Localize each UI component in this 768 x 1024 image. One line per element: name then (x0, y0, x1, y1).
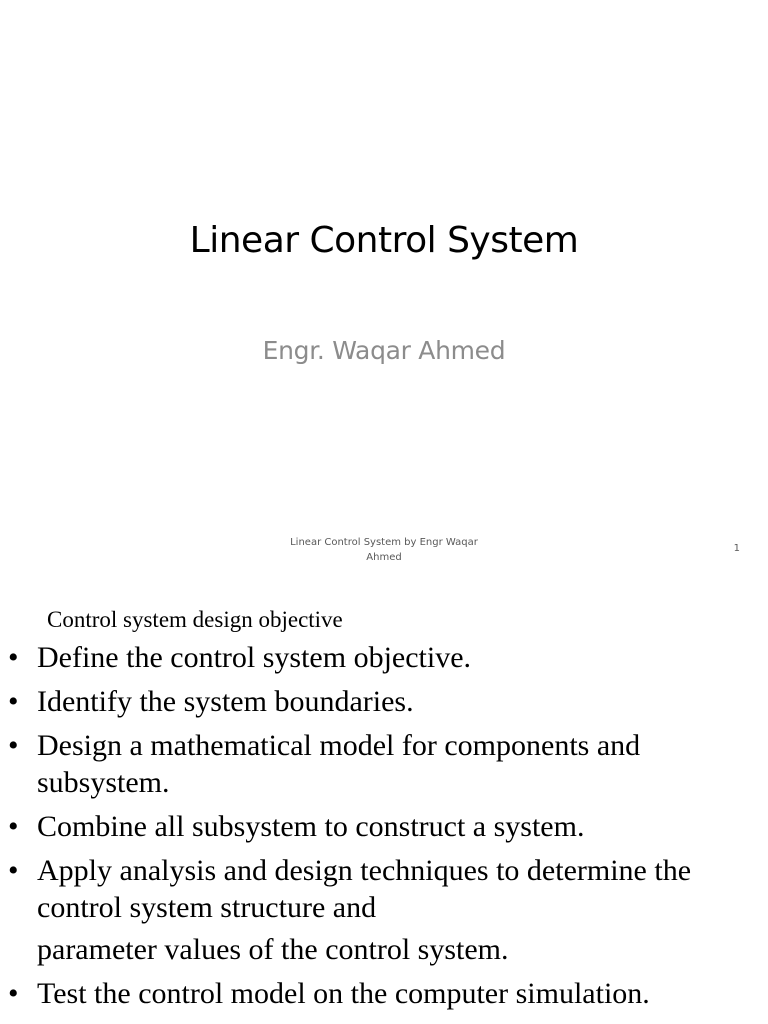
bullet-icon: • (8, 729, 19, 762)
list-item (0, 975, 768, 1012)
bullet-list (0, 639, 768, 1019)
list-item (0, 727, 768, 801)
bullet-icon: • (8, 685, 19, 718)
list-item-continuation (0, 931, 768, 968)
slide-footer (270, 535, 498, 565)
list-item-text: Design a mathematical model for components and subsystem. (37, 729, 641, 799)
bullet-icon: • (8, 810, 19, 843)
slide-page-number: 1 (733, 543, 740, 554)
list-item-text: Define the control system objective. (37, 641, 472, 674)
list-item-text: Combine all subsystem to construct a system. (37, 810, 585, 843)
list-item (0, 683, 768, 720)
bullet-icon: • (8, 977, 19, 1010)
slide-subtitle: Engr. Waqar Ahmed (262, 336, 506, 365)
list-item-text: parameter values of the control system. (37, 933, 509, 966)
list-item (0, 852, 768, 926)
bullet-icon: • (8, 854, 19, 887)
slide-heading: Control system design objective (47, 607, 343, 632)
list-item-text: Test the control model on the computer simulation. (37, 977, 650, 1010)
slide-title: Linear Control System (189, 220, 579, 261)
content-slide (0, 576, 768, 1024)
footer-line-2: Ahmed (366, 552, 402, 563)
list-item-text: Identify the system boundaries. (37, 685, 414, 718)
list-item (0, 639, 768, 676)
list-item (0, 808, 768, 845)
bullet-icon: • (8, 641, 19, 674)
list-item-text: Apply analysis and design techniques to determine the control system structure and (37, 854, 692, 924)
footer-line-1: Linear Control System by Engr Waqar (290, 537, 478, 548)
